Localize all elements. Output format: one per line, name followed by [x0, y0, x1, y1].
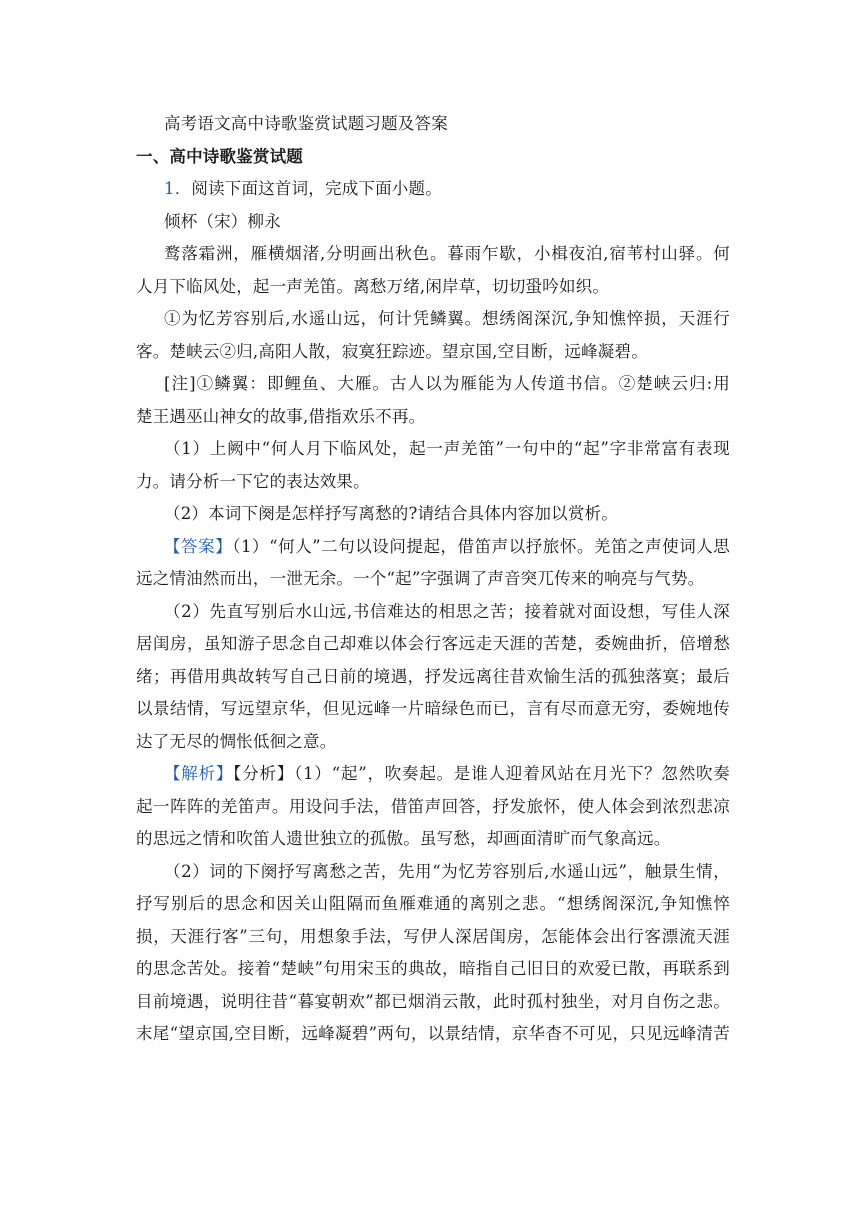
answer-line: 远之情油然而出，一泄无余。一个“起”字强调了声音突兀传来的响亮与气势。	[136, 569, 705, 588]
analysis-line: 抒写别后的思念和因关山阻隔而鱼雁难通的离别之悲。“想绣阁深沉,争知憔悴	[136, 894, 730, 913]
answer-line: 绪；再借用典故转写自己日前的境遇，抒发远离往昔欢愉生活的孤独落寞；最后	[136, 666, 730, 686]
question-prompt: 阅读下面这首词，完成下面小题。	[191, 179, 442, 198]
analysis-line: 损，天涯行客”三句，用想象手法，写伊人深居闺房，怎能体会出行客漂流天涯	[136, 926, 730, 946]
section-heading: 一、高中诗歌鉴赏试题	[136, 146, 303, 166]
poem-title: 倾杯（宋）柳永	[164, 211, 281, 231]
sub-question-2: （2）本词下阕是怎样抒写离愁的?请结合具体内容加以赏析。	[164, 504, 618, 523]
note-line: [注]①鳞翼：即鲤鱼、大雁。古人以为雁能为人传道书信。②楚峡云归:用	[164, 374, 730, 393]
document-title: 高考语文高中诗歌鉴赏试题习题及答案	[164, 114, 448, 133]
sub-question-1: （1）上阙中“何人月下临风处，起一声羌笛”一句中的“起”字非常富有表现	[164, 439, 730, 458]
poem-line: ①为忆芳容别后,水遥山远，何计凭鳞翼。想绣阁深沉,争知憔悴损，天涯行	[164, 309, 730, 328]
analysis-label: 【解析】	[164, 764, 234, 783]
analysis-line: 的思念苦处。接着“楚峡”句用宋玉的典故，暗指自己旧日的欢爱已散，再联系到	[136, 959, 730, 978]
analysis-line: 的思远之情和吹笛人遗世独立的孤傲。虽写愁，却画面清旷而气象高远。	[136, 829, 671, 848]
question-line	[136, 173, 730, 206]
question-number: 1．	[164, 179, 192, 198]
document-body	[136, 108, 730, 1051]
answer-label: 【答案】	[164, 536, 233, 556]
answer-line: 【答案】（1）“何人”二句以设问提起，借笛声以抒旅怀。羌笛之声使词人思	[164, 536, 730, 556]
poem-line: 人月下临风处，起一声羌笛。离愁万绪,闲岸草，切切蛩吟如织。	[136, 276, 610, 296]
answer-line: 以景结情，写远望京华，但见远峰一片暗绿色而已，言有尽而意无穷，委婉地传	[136, 699, 730, 718]
answer-line: 居闺房，虽知游子思念自己却难以体会行客远走天涯的苦楚，委婉曲折，倍增愁	[136, 634, 730, 653]
analysis-sublabel: 【分析】	[233, 764, 295, 783]
poem-line: 鹜落霜洲，雁横烟渚,分明画出秋色。暮雨乍歇，小楫夜泊,宿苇村山驿。何	[164, 244, 730, 263]
sub-question-1-cont: 力。请分析一下它的表达效果。	[136, 471, 370, 491]
analysis-line: 起一阵阵的羌笛声。用设问手法，借笛声回答，抒发旅怀，使人体会到浓烈悲凉	[136, 796, 730, 816]
answer-line: 达了无尽的惆怅低徊之意。	[136, 731, 337, 751]
answer-line: （2）先直写别后水山远,书信难达的相思之苦；接着就对面设想，写佳人深	[164, 601, 730, 621]
analysis-line: 末尾“望京国,空目断，远峰凝碧”两句，以景结情，京华杳不可见，只见远峰清苦	[136, 1024, 730, 1043]
note-line: 楚王遇巫山神女的故事,借指欢乐不再。	[136, 406, 426, 426]
analysis-line: （2）词的下阕抒写离愁之苦，先用“为忆芳容别后,水遥山远”，触景生情，	[164, 861, 730, 881]
analysis-line: 【解析】【分析】（1）“起”，吹奏起。是谁人迎着风站在月光下？忽然吹奏	[164, 764, 730, 783]
analysis-line: 目前境遇，说明往昔“暮宴朝欢”都已烟消云散，此时孤村独坐，对月自伤之悲。	[136, 991, 730, 1011]
poem-line: 客。楚峡云②归,高阳人散，寂寞狂踪迹。望京国,空目断，远峰凝碧。	[136, 341, 648, 361]
